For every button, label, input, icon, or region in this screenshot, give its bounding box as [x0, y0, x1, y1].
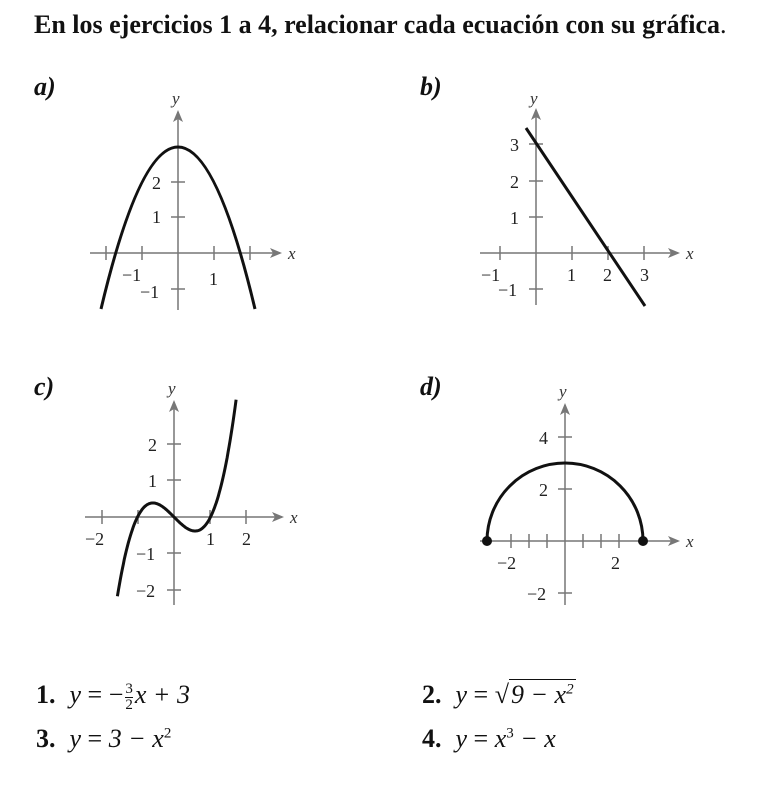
graph-b-label: b) [420, 72, 442, 101]
graph-b-xtick: 3 [640, 265, 649, 285]
graph-c-xtick: −2 [85, 529, 105, 549]
graph-b-line [526, 128, 645, 306]
graph-c-ytick: 1 [148, 471, 157, 491]
graph-a-x-label: x [288, 244, 296, 263]
graph-b-ytick: 1 [510, 208, 519, 228]
graph-c-xtick: 2 [242, 529, 251, 549]
graph-a-xtick: 1 [209, 269, 218, 289]
equation-2: 2. $y = √9 - x^2$ [422, 680, 574, 709]
graph-b-y-label: y [530, 89, 538, 108]
graph-d-ytick: −2 [527, 584, 547, 604]
graph-c-ytick: 2 [148, 435, 157, 455]
graph-a-y-label: y [172, 89, 180, 108]
graph-a-ytick: −1 [140, 282, 160, 302]
equation-1: 1. y = − $\frac{3}{2}$ x + 3 [36, 680, 190, 713]
exercise-title: En los ejercicios 1 a 4, relacionar cada ecuación con su gráfica. [34, 10, 727, 39]
graph-c-curve [117, 400, 236, 597]
graph-d-ytick: 4 [539, 428, 548, 448]
graph-d-ytick: 2 [539, 480, 548, 500]
graph-c [85, 379, 298, 605]
graph-a [90, 89, 296, 310]
graph-c-label: c) [34, 372, 55, 401]
graph-b [480, 89, 694, 306]
graph-d-y-label: y [559, 382, 567, 401]
graph-d-xtick: 2 [611, 553, 620, 573]
graph-a-label: a) [34, 72, 56, 101]
graph-b-ytick: 2 [510, 172, 519, 192]
graph-d-endpoint-right [638, 536, 648, 546]
graph-c-x-label: x [290, 508, 298, 527]
equation-4: 4. $y = x^3 - x$ [422, 724, 556, 753]
graph-c-ytick: −1 [136, 544, 156, 564]
graph-c-xtick: 1 [206, 529, 215, 549]
graph-b-xtick: 1 [567, 265, 576, 285]
graph-d-endpoint-left [482, 536, 492, 546]
graph-d-x-label: x [686, 532, 694, 551]
graph-a-xtick: −1 [122, 265, 142, 285]
graph-d [480, 382, 694, 605]
graph-b-ytick: −1 [498, 280, 518, 300]
graph-d-xtick: −2 [497, 553, 517, 573]
graph-c-ytick: −2 [136, 581, 156, 601]
graph-d-label: d) [420, 372, 442, 401]
graph-b-xtick: 2 [603, 265, 612, 285]
graph-c-y-label: y [168, 379, 176, 398]
equation-3: 3. $y = 3 - x^2$ [36, 724, 172, 753]
equation-1-fraction: $\frac{3}{2}$ [125, 680, 133, 713]
graph-b-xtick: −1 [481, 265, 501, 285]
graph-b-x-label: x [686, 244, 694, 263]
graph-b-ytick: 3 [510, 135, 519, 155]
graph-a-ytick: 2 [152, 173, 161, 193]
graph-a-ytick: 1 [152, 207, 161, 227]
